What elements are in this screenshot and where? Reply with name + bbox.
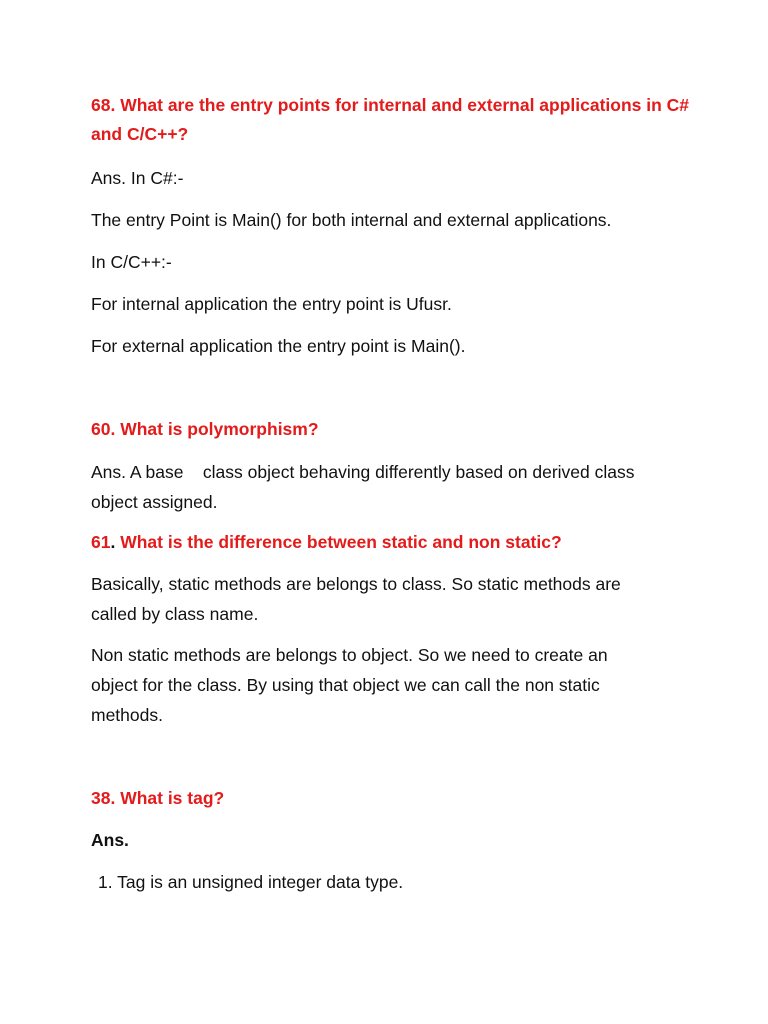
answer-60-text: Ans. A base class object behaving differently based on derived class object assigned. <box>91 462 640 512</box>
answer-68-line-5: For external application the entry point is Main(). <box>91 336 466 356</box>
question-61-title: What is the difference between static and non static? <box>115 532 562 552</box>
answer-68-line-4: For internal application the entry point is Ufusr. <box>91 294 452 314</box>
answer-38-label: Ans. <box>91 830 129 850</box>
answer-68-line-3: In C/C++:- <box>91 252 172 272</box>
answer-68-line-1: Ans. In C#:- <box>91 168 184 188</box>
answer-38-item-1: 1. Tag is an unsigned integer data type. <box>98 872 404 892</box>
question-61-heading <box>91 528 562 557</box>
question-68-heading: 68. What are the entry points for internal and external applications in C# and C/C++? <box>91 95 690 144</box>
question-38-heading: 38. What is tag? <box>91 788 225 808</box>
question-60-heading: 60. What is polymorphism? <box>91 419 319 439</box>
answer-68-line-2: The entry Point is Main() for both internal and external applications. <box>91 210 612 230</box>
question-61-number: 61 <box>91 532 111 552</box>
answer-61-paragraph-2: Non static methods are belongs to object. So we need to create an object for the class. By using that object we can call the non static methods. <box>91 645 608 725</box>
answer-61-paragraph-1: Basically, static methods are belongs to class. So static methods are called by class name. <box>91 574 621 624</box>
question-61-dot: . <box>110 532 116 552</box>
